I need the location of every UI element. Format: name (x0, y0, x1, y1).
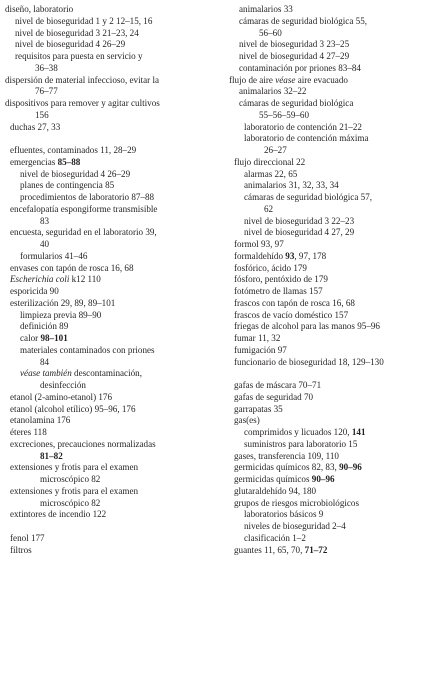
index-entry-text: calor (20, 333, 41, 343)
index-entry (229, 498, 439, 510)
index-entry-text: guantes 11, 65, 70, (234, 544, 305, 555)
index-entry-text: microscópico 82 (40, 474, 101, 484)
index-entry-text: comprimidos y licuados 120, (244, 427, 352, 437)
index-entry-text: 55–56–59–60 (259, 109, 310, 120)
index-entry (229, 133, 439, 145)
index-entry-text: suministros para laboratorio 15 (244, 438, 358, 449)
index-entry-text: 81–82 (40, 450, 63, 461)
index-entry-text: clasificación 1–2 (244, 532, 306, 543)
index-entry-text: diseño, laboratorio (5, 4, 74, 14)
index-entry (229, 545, 439, 557)
index-entry-text: cámaras de seguridad biológica 55, (239, 15, 368, 26)
index-entry-text: descontaminación, (71, 368, 142, 379)
index-entry (5, 310, 219, 322)
index-entry (229, 462, 439, 474)
index-entry-text: funcionario de bioseguridad 18, 129–130 (234, 356, 384, 367)
index-entry-text: 93 (285, 250, 295, 261)
index-entry-text: nivel de bioseguridad 4 26–29 (15, 39, 126, 50)
index-entry-text: contaminación por priones 83–84 (239, 62, 361, 73)
index-entry (229, 263, 439, 275)
index-entry-text: dispositivos para remover y agitar cultivos (5, 98, 160, 108)
index-entry-text: limpieza previa 89–90 (20, 309, 102, 320)
index-entry (229, 227, 439, 239)
index-entry (229, 357, 439, 369)
index-entry-text: friegas de alcohol para las manos 95–96 (234, 321, 380, 332)
index-entry-text: cámaras de seguridad biológica (239, 98, 354, 108)
index-entry (5, 545, 219, 557)
index-entry-text: nivel de bioseguridad 1 y 2 12–15, 16 (15, 15, 153, 26)
index-entry-text: k12 110 (69, 274, 101, 285)
index-entry (229, 474, 439, 486)
index-entry (5, 380, 219, 392)
index-entry (229, 509, 439, 521)
index-entry-text: nivel de bioseguridad 3 22–23 (244, 215, 355, 226)
index-entry (229, 39, 439, 51)
index-entry (229, 204, 439, 216)
index-entry (229, 98, 439, 110)
index-entry-text: envases con tapón de rosca 16, 68 (10, 262, 134, 273)
index-entry-text: nivel de bioseguridad 3 21–23, 24 (15, 27, 139, 38)
index-entry-text: fumar 11, 32 (234, 333, 281, 343)
index-entry (229, 345, 439, 357)
index-entry-text: extensiones y frotis para el examen (10, 485, 139, 496)
index-entry-text: gas(es) (234, 415, 260, 426)
index-entry (5, 63, 219, 75)
index-entry (229, 392, 439, 404)
index-entry (5, 321, 219, 333)
index-entry-text: etanol (2-amino-etanol) 176 (10, 391, 113, 402)
index-entry-text: 141 (351, 427, 366, 437)
index-entry (229, 451, 439, 463)
index-entry (5, 462, 219, 474)
index-entry (5, 75, 219, 87)
index-entry (5, 192, 219, 204)
index-entry (5, 110, 219, 122)
index-entry (229, 239, 439, 251)
index-entry-text: 40 (40, 239, 50, 249)
index-entry-text: nivel de bioseguridad 4 27–29 (239, 51, 350, 61)
index-entry-text: planes de contingencia 85 (20, 180, 115, 191)
index-entry (229, 521, 439, 533)
index-entry-text: formol 93, 97 (234, 239, 284, 249)
index-entry-text: alarmas 22, 65 (244, 168, 298, 179)
index-entry-text: véase (275, 74, 296, 85)
index-entry (5, 345, 219, 357)
index-entry (229, 110, 439, 122)
index-entry-text: niveles de bioseguridad 2–4 (244, 521, 346, 531)
index-entry (5, 274, 219, 286)
index-entry-text: definición 89 (20, 321, 69, 332)
index-entry (229, 486, 439, 498)
index-entry (229, 157, 439, 169)
index-entry (229, 439, 439, 451)
index-gap (5, 133, 219, 145)
index-entry-text: glutaraldehído 94, 180 (234, 485, 317, 496)
index-entry-text: frascos de vacío doméstico 157 (234, 309, 349, 320)
index-entry (229, 122, 439, 134)
index-entry-text: formaldehído (234, 250, 286, 261)
index-entry (5, 509, 219, 521)
index-entry-text: microscópico 82 (40, 497, 101, 508)
index-entry-text: 98–101 (40, 333, 68, 343)
index-entry-text: encefalopatía espongiforme transmisible (10, 203, 158, 214)
index-entry-text: esporicida 90 (10, 286, 59, 296)
index-entry (229, 404, 439, 416)
index-entry-text: encuesta, seguridad en el laboratorio 39, (10, 227, 157, 238)
index-entry (5, 51, 219, 63)
index-entry (5, 251, 219, 263)
index-entry-text: fotómetro de llamas 157 (234, 286, 323, 296)
index-entry (229, 192, 439, 204)
index-entry (229, 63, 439, 75)
index-entry-text: germicidas químicos (234, 474, 312, 484)
index-entry (5, 204, 219, 216)
index-entry-text: animalarios 32–22 (239, 86, 307, 97)
index-entry (5, 486, 219, 498)
index-entry (5, 298, 219, 310)
index-entry-text: 76–77 (35, 86, 58, 97)
index-entry (5, 451, 219, 463)
index-entry-text: procedimientos de laboratorio 87–88 (20, 192, 155, 202)
index-entry (229, 169, 439, 181)
index-entry (229, 251, 439, 263)
index-entry-text: nivel de bioseguridad 4 26–29 (20, 168, 131, 179)
index-entry-text: 90–96 (339, 462, 362, 473)
index-entry (5, 333, 219, 345)
index-entry (229, 298, 439, 310)
index-entry-text: 156 (35, 109, 49, 120)
index-entry-text: 85–88 (57, 156, 81, 167)
index-entry (229, 4, 439, 16)
index-entry (5, 4, 219, 16)
index-entry (229, 216, 439, 228)
index-entry-text: filtros (10, 544, 32, 555)
index-entry-text: emergencias (10, 156, 58, 167)
index-entry (5, 498, 219, 510)
index-entry (5, 427, 219, 439)
index-entry-text: laboratorio de contención 21–22 (244, 121, 362, 132)
index-entry (229, 180, 439, 192)
index-entry-text: frascos con tapón de rosca 16, 68 (234, 297, 355, 308)
index-entry-text: nivel de bioseguridad 4 27, 29 (244, 227, 355, 238)
index-entry (229, 333, 439, 345)
index-entry-text: etanol (alcohol etílico) 95–96, 176 (10, 403, 136, 414)
index-gap (5, 521, 219, 533)
index-entry-text: éteres 118 (10, 427, 47, 437)
index-entry (5, 157, 219, 169)
index-entry-text: grupos de riesgos microbiológicos (234, 497, 360, 508)
index-entry (5, 415, 219, 427)
index-entry-text: laboratorio de contención máxima (244, 133, 369, 144)
index-entry (229, 380, 439, 392)
index-entry (5, 180, 219, 192)
index-entry (5, 286, 219, 298)
index-entry-text: extintores de incendio 122 (10, 509, 107, 520)
index-entry (5, 392, 219, 404)
index-entry-text: animalarios 31, 32, 33, 34 (244, 180, 339, 191)
index-entry-text: flujo de aire (229, 74, 276, 85)
index-entry-text: fósforo, pentóxido de 179 (234, 274, 328, 285)
index-entry (5, 404, 219, 416)
index-entry-text: materiales contaminados con priones (20, 344, 155, 355)
index-entry-text: cámaras de seguridad biológica 57, (244, 192, 373, 202)
index-entry-text: 62 (264, 203, 274, 214)
index-entry-text: gases, transferencia 109, 110 (234, 450, 339, 461)
index-entry (229, 86, 439, 98)
index-entry-text: formularios 41–46 (20, 250, 88, 261)
index-entry (229, 28, 439, 40)
index-entry-text: esterilización 29, 89, 89–101 (10, 297, 116, 308)
index-entry-text: 90–96 (311, 474, 335, 484)
index-entry-text: 83 (40, 215, 50, 226)
index-gap (229, 368, 439, 380)
index-entry (5, 263, 219, 275)
index-entry-text: desinfección (40, 380, 86, 390)
index-entry (5, 368, 219, 380)
index-entry (229, 16, 439, 28)
index-entry (5, 216, 219, 228)
index-entry (5, 86, 219, 98)
index-entry (5, 98, 219, 110)
index-entry (229, 321, 439, 333)
index-entry-text: fenol 177 (10, 532, 45, 543)
index-entry (229, 286, 439, 298)
index-entry (5, 169, 219, 181)
index-entry-text: duchas 27, 33 (10, 121, 61, 132)
index-entry (5, 16, 219, 28)
index-entry (229, 427, 439, 439)
index-entry-text: extensiones y frotis para el examen (10, 462, 139, 473)
index-entry (5, 439, 219, 451)
index-entry-text: gafas de seguridad 70 (234, 391, 314, 402)
index-entry-text: nivel de bioseguridad 3 23–25 (239, 39, 350, 50)
index-entry-text: efluentes, contaminados 11, 28–29 (10, 145, 137, 155)
index-entry (5, 28, 219, 40)
index-entry (229, 75, 439, 87)
index-column-left (5, 4, 219, 556)
index-entry-text: 71–72 (304, 544, 328, 555)
index-entry-text: animalarios 33 (239, 4, 293, 14)
index-entry-text: garrapatas 35 (234, 403, 283, 414)
index-entry-text: dispersión de material infeccioso, evitar la (5, 74, 160, 85)
index-entry (5, 122, 219, 134)
index-entry (5, 39, 219, 51)
index-entry-text: 84 (40, 356, 50, 367)
index-entry-text: excreciones, precauciones normalizadas (10, 438, 156, 449)
index-entry (229, 274, 439, 286)
index-entry (229, 51, 439, 63)
index-entry (5, 145, 219, 157)
index-entry-text: requisitos para puesta en servicio y (15, 51, 143, 61)
index-entry-text: Escherichia coli (10, 274, 70, 285)
index-entry (5, 533, 219, 545)
index-entry (229, 415, 439, 427)
index-entry-text: 36–38 (35, 62, 58, 73)
index-entry-text: aire evacuado (295, 74, 348, 85)
index-entry-text: flujo direccional 22 (234, 156, 306, 167)
index-column-right (229, 4, 439, 556)
index-entry-text: gafas de máscara 70–71 (234, 380, 322, 390)
index-entry (5, 357, 219, 369)
index-entry-text: etanolamina 176 (10, 415, 71, 426)
index-entry (229, 533, 439, 545)
index-entry (5, 239, 219, 251)
index-entry-text: , 97, 178 (294, 250, 327, 261)
index-entry-text: laboratorios básicos 9 (244, 509, 324, 520)
index-entry-text: fumigación 97 (234, 344, 287, 355)
index-entry-text: fosfórico, ácido 179 (234, 262, 307, 273)
index-entry-text: germicidas químicos 82, 83, (234, 462, 340, 473)
index-entry-text: 26–27 (264, 145, 287, 155)
index-entry (5, 227, 219, 239)
index-entry (5, 474, 219, 486)
index-entry (229, 145, 439, 157)
index-entry-text: 56–60 (259, 27, 282, 38)
index-entry (229, 310, 439, 322)
index-entry-text: véase también (20, 368, 72, 379)
